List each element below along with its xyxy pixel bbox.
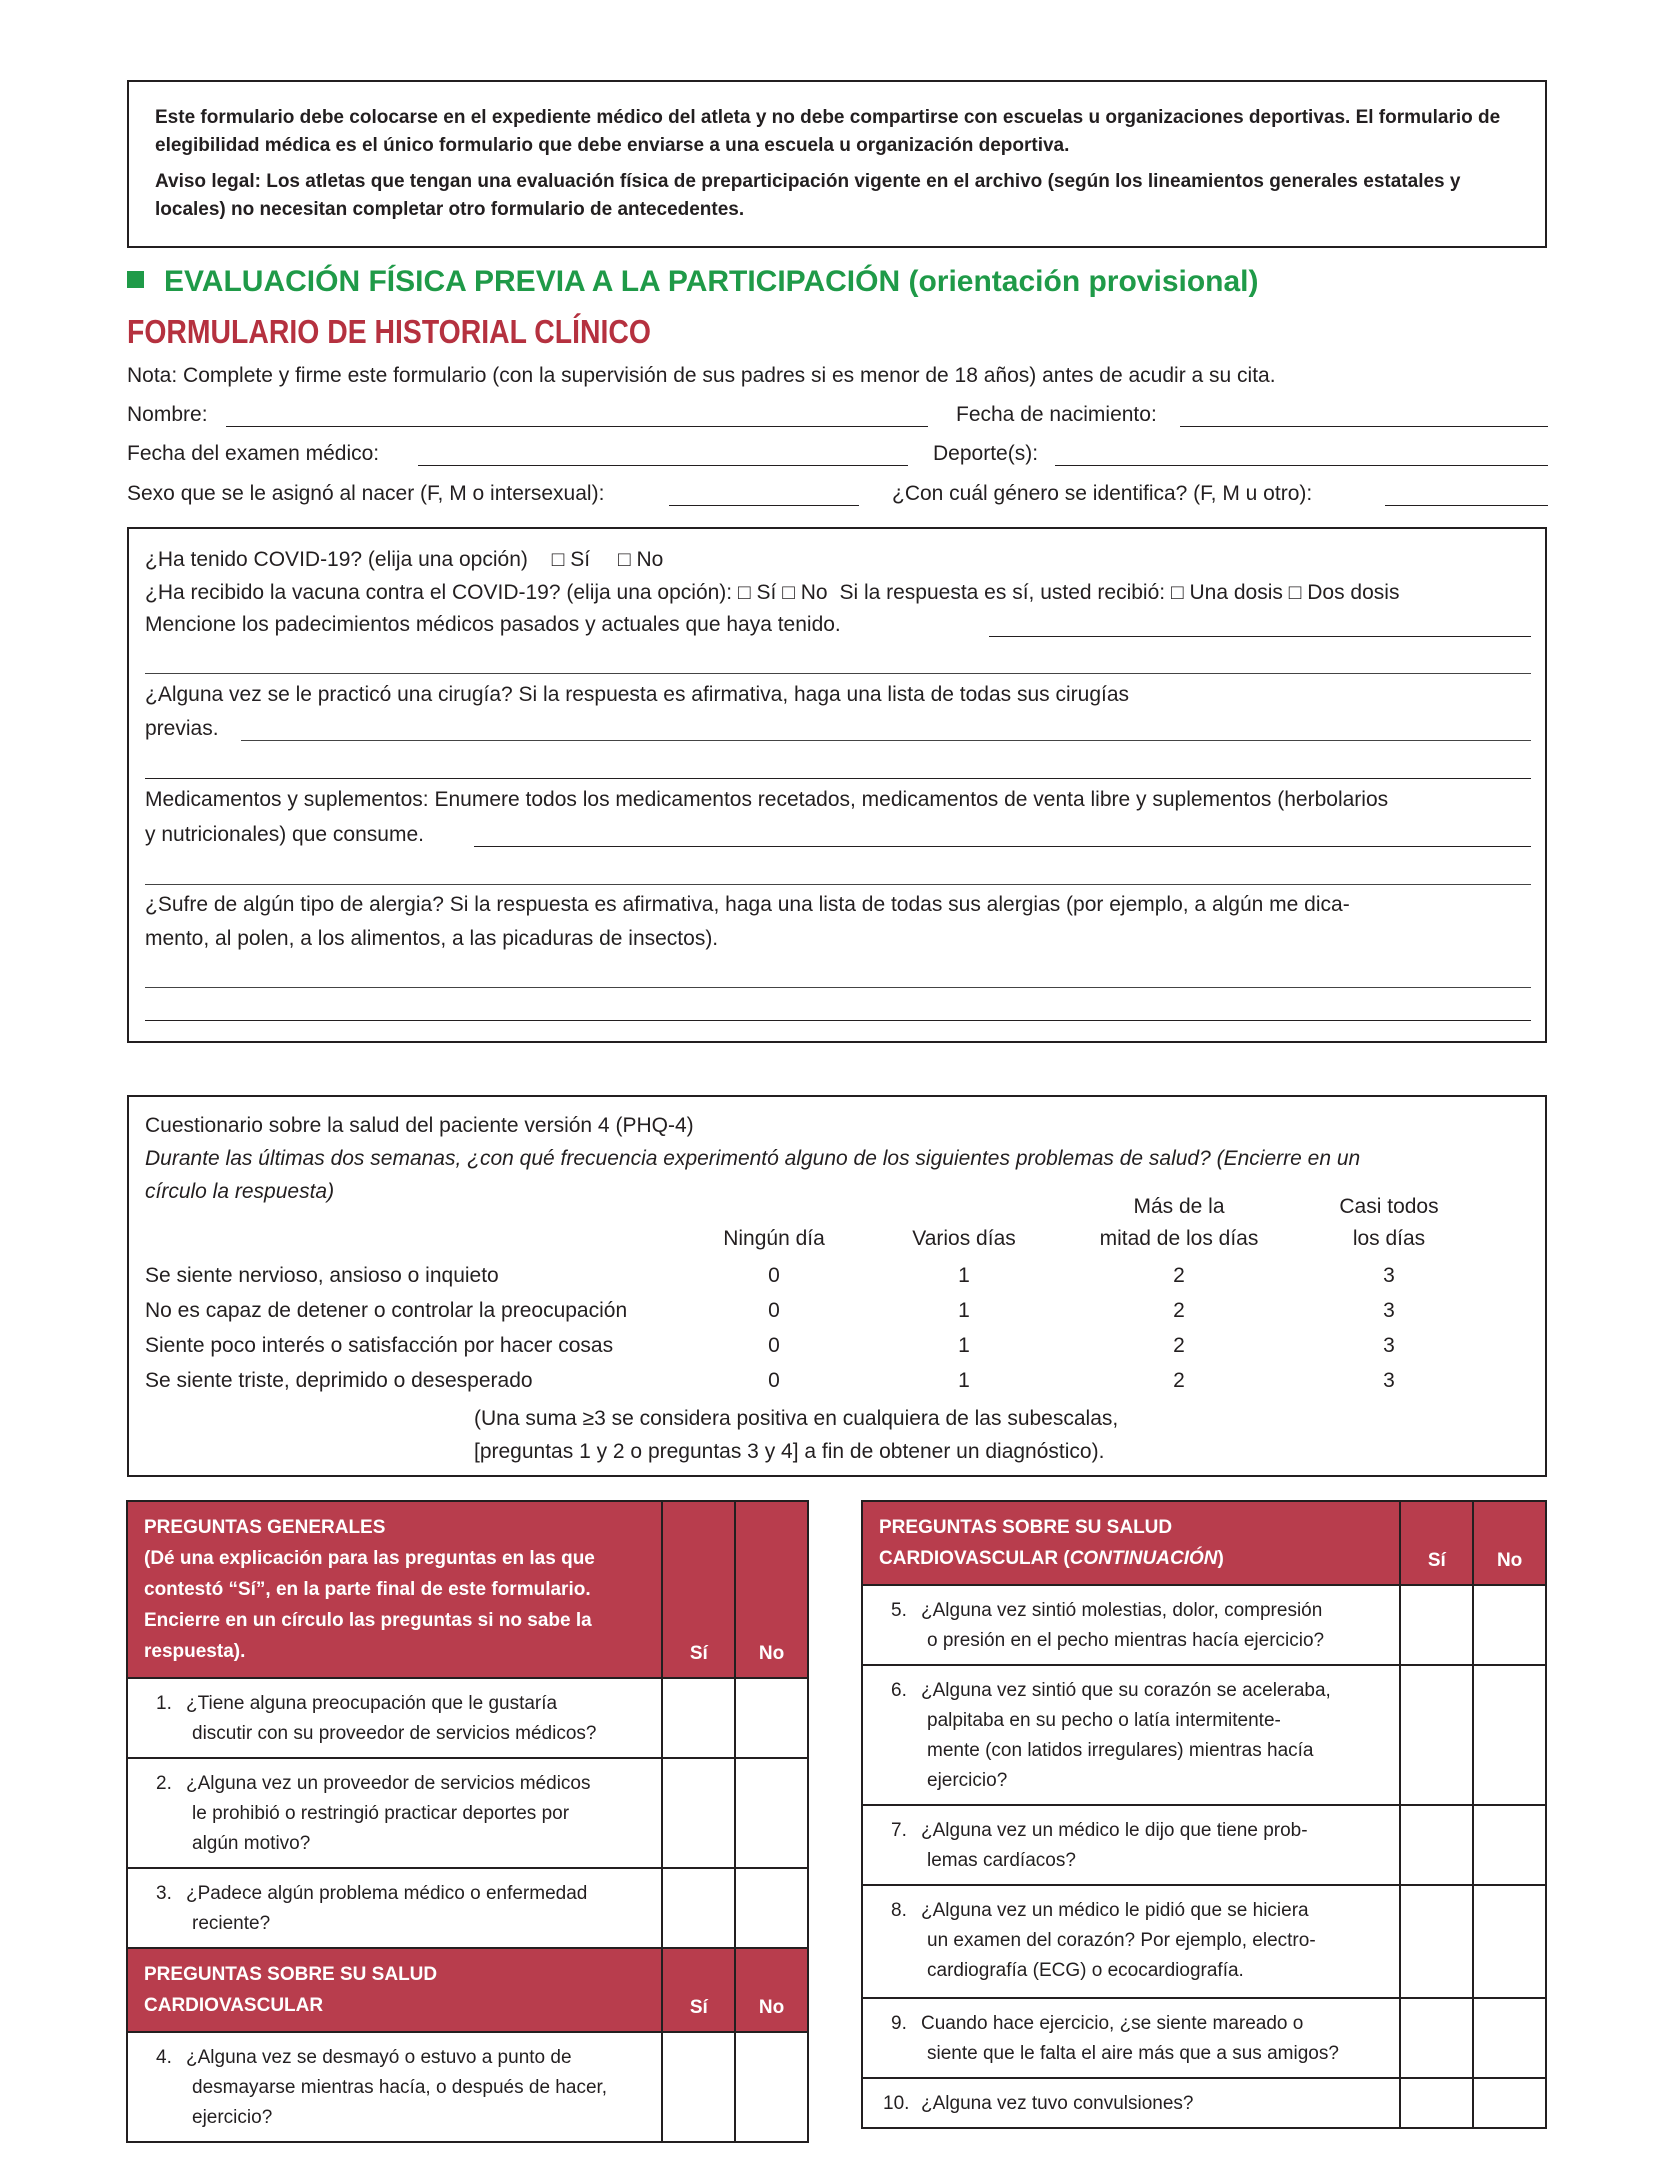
phq-title: Cuestionario sobre la salud del paciente versión 4 (PHQ-4) [145, 1114, 694, 1137]
no-column-header: No [1473, 1501, 1546, 1585]
question-9: 9. Cuando hace ejercicio, ¿se siente mareado o siente que le falta el aire más que a sus amigos? [862, 1998, 1400, 2078]
section-title: EVALUACIÓN FÍSICA PREVIA A LA PARTICIPACIÓN (orientación provisional) [127, 265, 1259, 299]
phq-row-label: Se siente nervioso, ansioso o inquieto [145, 1264, 499, 1287]
allergy-question-cont: mento, al polen, a los alimentos, a las picaduras de insectos). [145, 927, 719, 950]
allergy-line-1[interactable] [145, 987, 1531, 988]
phq-option[interactable]: 1 [958, 1299, 970, 1322]
covid-question: ¿Ha tenido COVID-19? (elija una opción) □ Sí □ No [145, 548, 664, 571]
surgery-line[interactable] [145, 777, 1531, 779]
phq-option[interactable]: 3 [1383, 1264, 1395, 1287]
exam-date-field[interactable] [418, 464, 908, 466]
phq-option[interactable]: 2 [1173, 1369, 1185, 1392]
q2-no-box[interactable] [735, 1758, 808, 1868]
medical-history-box [127, 527, 1547, 1043]
phq-option[interactable]: 2 [1173, 1299, 1185, 1322]
phq-col-nearly-a: Casi todos [1339, 1195, 1439, 1218]
question-4: 4. ¿Alguna vez se desmayó o estuvo a punto de desmayarse mientras hacía, o después de hacer, ejercicio? [127, 2032, 662, 2142]
q1-yes-box[interactable] [662, 1678, 735, 1758]
q5-yes-box[interactable] [1400, 1585, 1473, 1665]
question-1: 1. ¿Tiene alguna preocupación que le gustaría discutir con su proveedor de servicios médicos? [127, 1678, 662, 1758]
phq-row-label: No es capaz de detener o controlar la preocupación [145, 1299, 628, 1322]
covid-yes-checkbox[interactable]: □ Sí [551, 548, 591, 571]
sports-label: Deporte(s): [933, 442, 1039, 465]
name-label: Nombre: [127, 403, 208, 426]
q9-yes-box[interactable] [1400, 1998, 1473, 2078]
allergy-question: ¿Sufre de algún tipo de alergia? Si la respuesta es afirmativa, haga una lista de todas sus alergias (por ejemplo, a algún me dica- [145, 893, 1350, 916]
sex-label: Sexo que se le asignó al nacer (F, M o intersexual): [127, 482, 605, 505]
phq-col-none: Ningún día [723, 1227, 825, 1250]
phq-option[interactable]: 1 [958, 1334, 970, 1357]
q6-no-box[interactable] [1473, 1665, 1546, 1805]
q8-no-box[interactable] [1473, 1885, 1546, 1998]
conditions-question: Mencione los padecimientos médicos pasados y actuales que haya tenido. [145, 613, 841, 636]
phq-option[interactable]: 0 [768, 1299, 780, 1322]
sex-field[interactable] [669, 504, 859, 506]
question-5: 5. ¿Alguna vez sintió molestias, dolor, compresión o presión en el pecho mientras hacía ejercicio? [862, 1585, 1400, 1665]
q5-no-box[interactable] [1473, 1585, 1546, 1665]
medications-field[interactable] [474, 845, 1531, 847]
q10-no-box[interactable] [1473, 2078, 1546, 2128]
vaccine-question: ¿Ha recibido la vacuna contra el COVID-19? (elija una opción): □ Sí □ No Si la respuesta es sí, usted recibió: □ Una dosis □ Dos dosis [145, 581, 1400, 604]
sports-field[interactable] [1055, 464, 1548, 466]
surgery-field[interactable] [241, 740, 1531, 741]
surgery-question: ¿Alguna vez se le practicó una cirugía? Si la respuesta es afirmativa, haga una lista de todas sus cirugías [145, 683, 1130, 706]
question-6: 6. ¿Alguna vez sintió que su corazón se aceleraba, palpitaba en su pecho o latía intermitente- mente (con latidos irregulares) mientras hacía ejercicio? [862, 1665, 1400, 1805]
medications-line[interactable] [145, 884, 1531, 885]
phq-col-several: Varios días [912, 1227, 1016, 1250]
phq-instructions: Durante las últimas dos semanas, ¿con qué frecuencia experimentó alguno de los siguientes problemas de salud? (Encierre en un [145, 1147, 1361, 1170]
yes-column-header: Sí [1400, 1501, 1473, 1585]
covid-no-checkbox[interactable]: □ No [617, 548, 664, 571]
gender-label: ¿Con cuál género se identifica? (F, M u otro): [892, 482, 1313, 505]
q3-yes-box[interactable] [662, 1868, 735, 1948]
phq-option[interactable]: 0 [768, 1264, 780, 1287]
square-bullet-icon [127, 271, 144, 288]
legal-notice-box [127, 80, 1547, 248]
no-column-header: No [735, 1948, 808, 2032]
q8-yes-box[interactable] [1400, 1885, 1473, 1998]
yes-column-header: Sí [662, 1501, 735, 1678]
q10-yes-box[interactable] [1400, 2078, 1473, 2128]
vaccine-no-checkbox[interactable]: □ No [782, 581, 828, 604]
q3-no-box[interactable] [735, 1868, 808, 1948]
no-column-header: No [735, 1501, 808, 1678]
disclaimer-text: Aviso legal: Los atletas que tengan una evaluación física de preparticipación vigente en el archivo (según los lineamientos generales estatales y locales) no necesitan completar otro formulario de antecedentes. [155, 171, 1461, 220]
q4-yes-box[interactable] [662, 2032, 735, 2142]
one-dose-checkbox[interactable]: □ Una dosis [1170, 581, 1283, 604]
phq-option[interactable]: 1 [958, 1264, 970, 1287]
phq-option[interactable]: 0 [768, 1334, 780, 1357]
notice-text: Este formulario debe colocarse en el expediente médico del atleta y no debe compartirse con escuelas u organizaciones deportivas. El formulario de elegibilidad médica es el único formulario que debe enviarse a una escuela u organización deportiva. [155, 107, 1501, 156]
phq-instructions-cont: círculo la respuesta) [145, 1180, 335, 1203]
phq4-box [127, 1095, 1547, 1477]
phq-option[interactable]: 3 [1383, 1334, 1395, 1357]
question-2: 2. ¿Alguna vez un proveedor de servicios médicos le prohibió o restringió practicar deportes por algún motivo? [127, 1758, 662, 1868]
phq-option[interactable]: 3 [1383, 1369, 1395, 1392]
vaccine-yes-checkbox[interactable]: □ Sí [737, 581, 777, 604]
phq-footnote: (Una suma ≥3 se considera positiva en cualquiera de las subescalas, [474, 1407, 1119, 1430]
instructions-note: Nota: Complete y firme este formulario (con la supervisión de sus padres si es menor de 18 años) antes de acudir a su cita. [127, 364, 1276, 387]
q7-no-box[interactable] [1473, 1805, 1546, 1885]
allergy-line-2[interactable] [145, 1019, 1531, 1021]
medications-question: Medicamentos y suplementos: Enumere todos los medicamentos recetados, medicamentos de venta libre y suplementos (herbolarios [145, 788, 1389, 811]
dob-field[interactable] [1180, 425, 1548, 427]
phq-option[interactable]: 2 [1173, 1264, 1185, 1287]
question-10: 10. ¿Alguna vez tuvo convulsiones? [862, 2078, 1400, 2128]
two-doses-checkbox[interactable]: □ Dos dosis [1288, 581, 1400, 604]
phq-footnote-cont: [preguntas 1 y 2 o preguntas 3 y 4] a fin de obtener un diagnóstico). [474, 1440, 1105, 1463]
q7-yes-box[interactable] [1400, 1805, 1473, 1885]
phq-col-nearly-b: los días [1352, 1227, 1426, 1250]
phq-option[interactable]: 2 [1173, 1334, 1185, 1357]
question-8: 8. ¿Alguna vez un médico le pidió que se hiciera un examen del corazón? Por ejemplo, electro- cardiografía (ECG) o ecocardiografía. [862, 1885, 1400, 1998]
q2-yes-box[interactable] [662, 1758, 735, 1868]
phq-option[interactable]: 1 [958, 1369, 970, 1392]
phq-col-half-a: Más de la [1133, 1195, 1225, 1218]
general-header: PREGUNTAS GENERALES (Dé una explicación para las preguntas en las que contestó “Sí”, en la parte final de este formulario. Encierre en un círculo las preguntas si no sabe la respuesta). [127, 1501, 662, 1678]
q6-yes-box[interactable] [1400, 1665, 1473, 1805]
dob-label: Fecha de nacimiento: [956, 403, 1157, 426]
question-7: 7. ¿Alguna vez un médico le dijo que tiene prob- lemas cardíacos? [862, 1805, 1400, 1885]
cardio-continued-table [861, 1500, 1547, 2129]
q4-no-box[interactable] [735, 2032, 808, 2142]
cardio-header: PREGUNTAS SOBRE SU SALUD CARDIOVASCULAR [127, 1948, 662, 2032]
conditions-field[interactable] [989, 635, 1531, 637]
medications-question-cont: y nutricionales) que consume. [145, 823, 424, 846]
gender-field[interactable] [1385, 504, 1548, 506]
exam-date-label: Fecha del examen médico: [127, 442, 380, 465]
conditions-line[interactable] [145, 673, 1531, 674]
surgery-question-cont: previas. [145, 717, 219, 740]
form-title: FORMULARIO DE HISTORIAL CLÍNICO [127, 313, 651, 350]
phq-option[interactable]: 3 [1383, 1299, 1395, 1322]
yes-column-header: Sí [662, 1948, 735, 2032]
question-3: 3. ¿Padece algún problema médico o enfermedad reciente? [127, 1868, 662, 1948]
phq-row-label: Se siente triste, deprimido o desesperado [145, 1369, 533, 1392]
phq-option[interactable]: 0 [768, 1369, 780, 1392]
cardio-continued-header: PREGUNTAS SOBRE SU SALUD CARDIOVASCULAR (CONTINUACIÓN) [862, 1501, 1400, 1585]
q1-no-box[interactable] [735, 1678, 808, 1758]
name-field[interactable] [226, 425, 928, 427]
q9-no-box[interactable] [1473, 1998, 1546, 2078]
general-questions-table [126, 1500, 809, 2143]
phq-row-label: Siente poco interés o satisfacción por hacer cosas [145, 1334, 614, 1357]
phq-col-half-b: mitad de los días [1099, 1227, 1259, 1250]
